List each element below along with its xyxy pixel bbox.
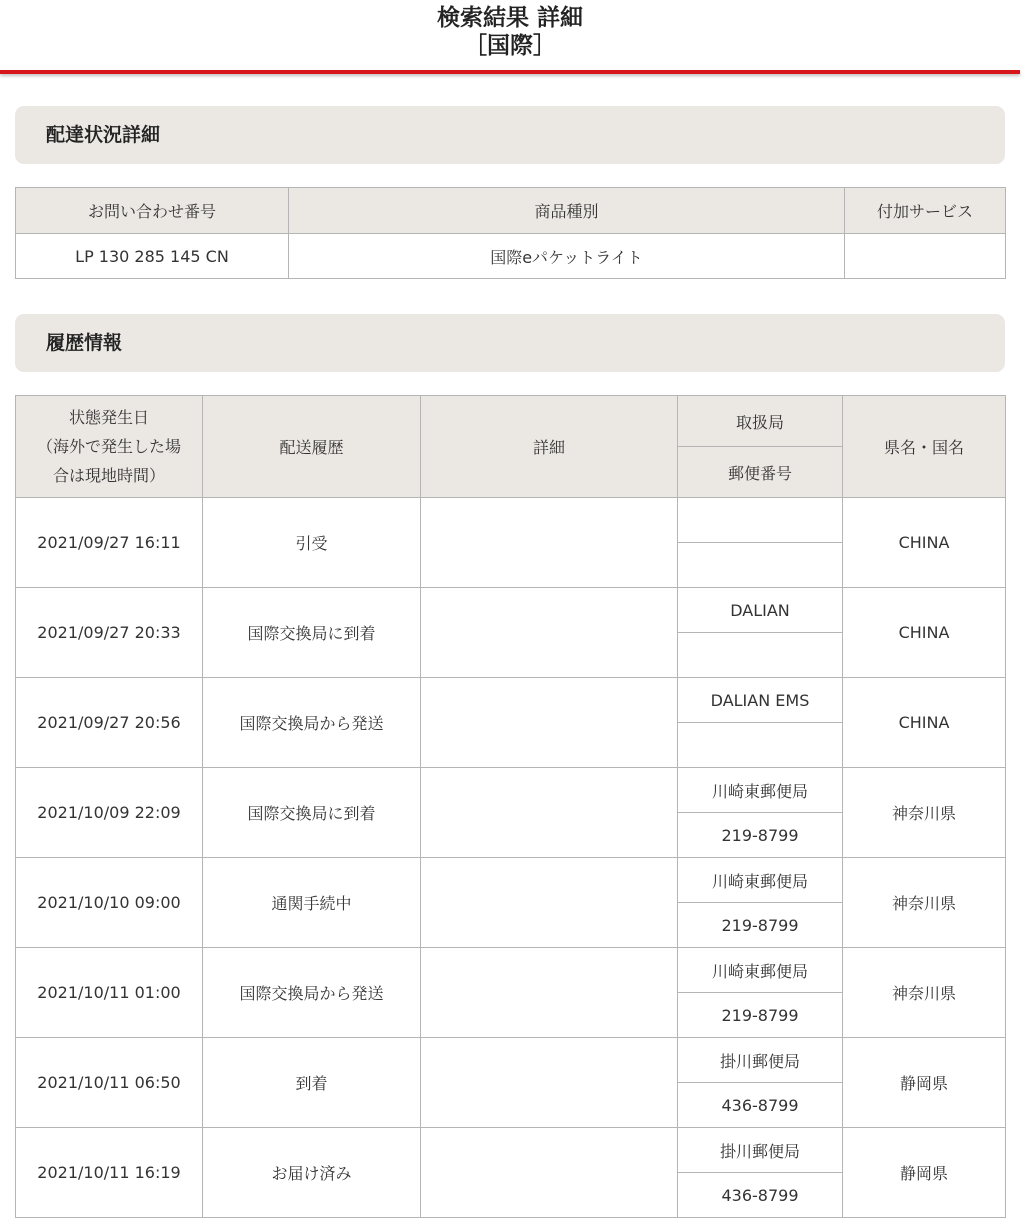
event-detail [421,768,678,858]
event-date: 2021/10/09 22:09 [16,768,203,858]
header-product-type: 商品種別 [289,188,845,234]
additional-service [845,234,1006,279]
history-row [16,678,1006,723]
history-row [16,768,1006,813]
handling-office: 川崎東郵便局 [678,768,843,813]
history-section-heading: 履歴情報 [15,314,1005,372]
handling-office: DALIAN [678,588,843,633]
event-detail [421,588,678,678]
delivery-status: お届け済み [203,1128,421,1218]
region: CHINA [843,678,1006,768]
history-table [15,395,1006,1218]
postal-code: 436-8799 [678,1083,843,1128]
event-date: 2021/10/11 16:19 [16,1128,203,1218]
delivery-status: 国際交換局から発送 [203,948,421,1038]
postal-code: 436-8799 [678,1173,843,1218]
event-date: 2021/09/27 20:33 [16,588,203,678]
header-postal-code: 郵便番号 [678,447,843,498]
region: 神奈川県 [843,948,1006,1038]
delivery-status: 国際交換局に到着 [203,768,421,858]
delivery-status: 国際交換局から発送 [203,678,421,768]
history-row [16,948,1006,993]
event-detail [421,948,678,1038]
history-row [16,498,1006,543]
handling-office: DALIAN EMS [678,678,843,723]
region: 静岡県 [843,1038,1006,1128]
postal-code [678,543,843,588]
page-title-line2: ［国際］ [464,33,556,59]
page-title [0,4,1020,60]
header-additional-service: 付加サービス [845,188,1006,234]
header-event-date-line: 状態発生日 [68,408,149,427]
header-event-date-line: 合は現地時間） [52,466,165,485]
delivery-section-heading: 配達状況詳細 [15,106,1005,164]
event-date: 2021/10/11 06:50 [16,1038,203,1128]
event-date: 2021/10/10 09:00 [16,858,203,948]
region: CHINA [843,498,1006,588]
delivery-status: 国際交換局に到着 [203,588,421,678]
tracking-number: LP 130 285 145 CN [16,234,289,279]
delivery-status-table [15,187,1006,279]
event-date: 2021/09/27 16:11 [16,498,203,588]
event-detail [421,858,678,948]
handling-office [678,498,843,543]
header-region: 県名・国名 [843,396,1006,498]
header-tracking-number: お問い合わせ番号 [16,188,289,234]
header-event-date [16,396,203,498]
product-type: 国際eパケットライト [289,234,845,279]
handling-office: 掛川郵便局 [678,1128,843,1173]
postal-code: 219-8799 [678,813,843,858]
postal-code: 219-8799 [678,903,843,948]
header-handling-office: 取扱局 [678,396,843,447]
delivery-status: 通関手続中 [203,858,421,948]
region: 静岡県 [843,1128,1006,1218]
history-row [16,1128,1006,1173]
event-detail [421,1038,678,1128]
delivery-status: 引受 [203,498,421,588]
postal-code [678,633,843,678]
history-row [16,1038,1006,1083]
delivery-status: 到着 [203,1038,421,1128]
event-detail [421,498,678,588]
header-event-date-line: （海外で発生した場 [36,437,181,456]
event-detail [421,678,678,768]
handling-office: 川崎東郵便局 [678,858,843,903]
header-delivery-history: 配送履歴 [203,396,421,498]
handling-office: 掛川郵便局 [678,1038,843,1083]
event-date: 2021/10/11 01:00 [16,948,203,1038]
page-title-line1: 検索結果 詳細 [436,5,583,31]
event-date: 2021/09/27 20:56 [16,678,203,768]
postal-code: 219-8799 [678,993,843,1038]
header-divider [0,70,1020,74]
history-row [16,858,1006,903]
postal-code [678,723,843,768]
region: CHINA [843,588,1006,678]
event-detail [421,1128,678,1218]
handling-office: 川崎東郵便局 [678,948,843,993]
region: 神奈川県 [843,858,1006,948]
header-detail: 詳細 [421,396,678,498]
region: 神奈川県 [843,768,1006,858]
history-row [16,588,1006,633]
